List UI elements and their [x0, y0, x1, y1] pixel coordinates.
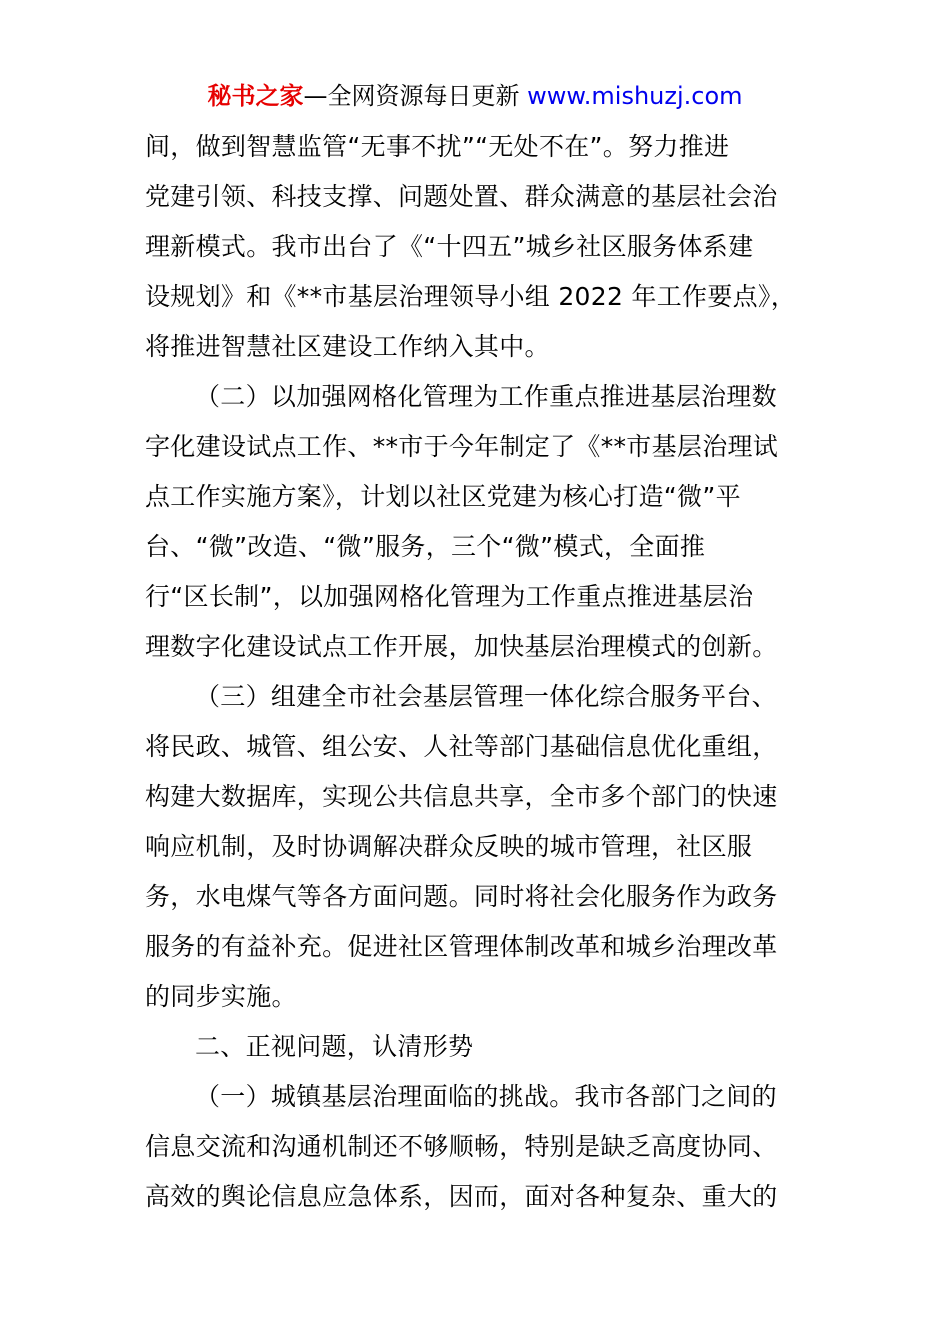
- text-line: 点工作实施方案》，计划以社区党建为核心打造“微”平: [145, 482, 741, 511]
- text-line: 构建大数据库，实现公共信息共享，全市多个部门的快速: [145, 782, 778, 811]
- section-heading: 二、正视问题，认清形势: [195, 1032, 474, 1061]
- text-line: 高效的舆论信息应急体系，因而，面对各种复杂、重大的: [145, 1182, 778, 1211]
- document-body: [145, 122, 810, 1222]
- paragraph-start-line: （一）城镇基层治理面临的挑战。我市各部门之间的: [195, 1082, 777, 1111]
- text-line: 间，做到智慧监管“无事不扰”“无处不在”。努力推进: [145, 132, 730, 161]
- text-line: 信息交流和沟通机制还不够顺畅，特别是缺乏高度协同、: [145, 1132, 778, 1161]
- text-line: 将推进智慧社区建设工作纳入其中。: [145, 332, 550, 361]
- paragraph-start-line: （二）以加强网格化管理为工作重点推进基层治理数: [195, 382, 777, 411]
- text-line: 的同步实施。: [145, 982, 297, 1011]
- text-line: 将民政、城管、组公安、人社等部门基础信息优化重组，: [145, 732, 778, 761]
- text-line: 行“区长制”，以加强网格化管理为工作重点推进基层治: [145, 582, 754, 611]
- text-line: 理数字化建设试点工作开展，加快基层治理模式的创新。: [145, 632, 778, 661]
- text-line: 台、“微”改造、“微”服务，三个“微”模式，全面推: [145, 532, 706, 561]
- site-header: [0, 80, 950, 112]
- text-line: 响应机制，及时协调解决群众反映的城市管理，社区服: [145, 832, 753, 861]
- paragraph-start-line: （三）组建全市社会基层管理一体化综合服务平台、: [195, 682, 777, 711]
- text-line: 党建引领、科技支撑、问题处置、群众满意的基层社会治: [145, 182, 778, 211]
- text-line: 务，水电煤气等各方面问题。同时将社会化服务作为政务: [145, 882, 778, 911]
- text-line: 理新模式。我市出台了《“十四五”城乡社区服务体系建: [145, 232, 754, 261]
- text-line: 字化建设试点工作、**市于今年制定了《**市基层治理试: [145, 432, 779, 461]
- text-line: 设规划》和《**市基层治理领导小组 2022 年工作要点》，: [145, 282, 797, 311]
- brand-name: 秘书之家: [207, 82, 304, 110]
- site-url-link[interactable]: www.mishuzj.com: [527, 82, 743, 110]
- header-tagline: —全网资源每日更新: [303, 82, 520, 110]
- text-line: 服务的有益补充。促进社区管理体制改革和城乡治理改革: [145, 932, 778, 961]
